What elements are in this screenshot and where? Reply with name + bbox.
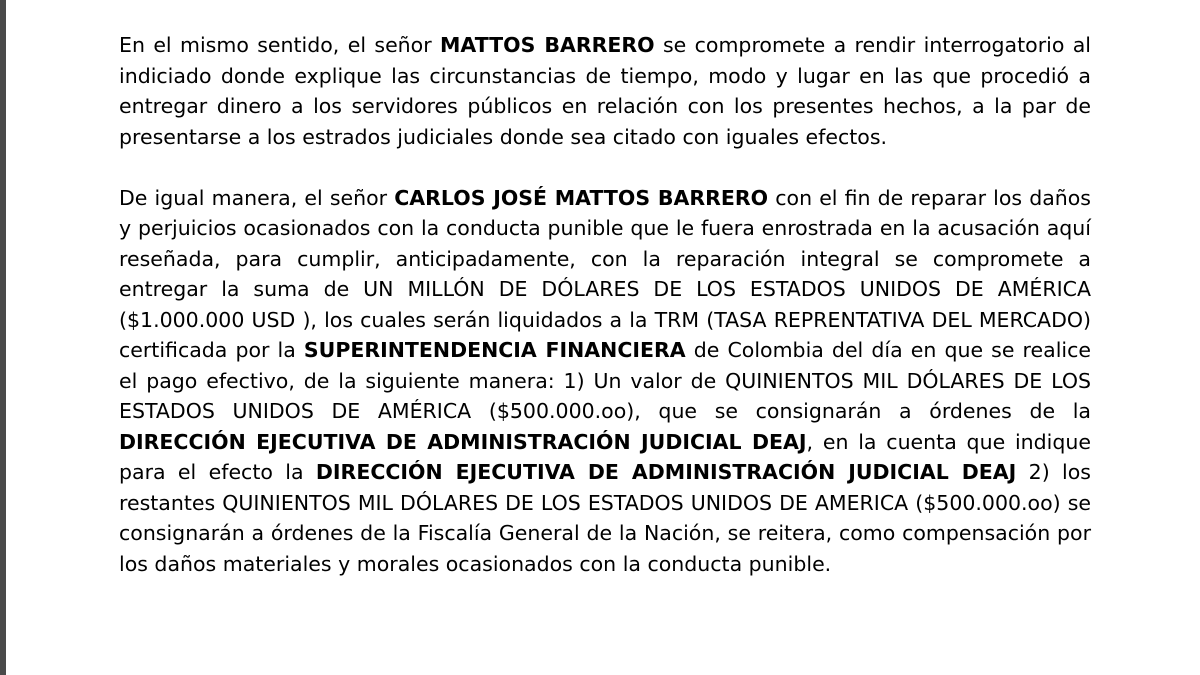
paragraph-commitment-interrogation	[119, 30, 1091, 152]
paragraph-text: se compromete a rendir interrogatorio al indiciado donde explique las circunstancias de tiempo, modo y lugar en las que procedió a entregar dinero a los servidores públicos en relación con los presentes hechos, a la par de presentarse a los estrados judiciales donde sea citado con iguales efectos.	[119, 33, 1091, 149]
bold-institution: SUPERINTENDENCIA FINANCIERA	[303, 338, 686, 362]
document-body	[119, 30, 1091, 610]
window-edge	[0, 0, 6, 675]
paragraph-text: De igual manera, el señor	[119, 185, 395, 210]
bold-name: MATTOS BARRERO	[440, 33, 655, 57]
paragraph-text: , en la cuenta que indique para el efecto la	[119, 429, 1091, 484]
paragraph-text: de Colombia del día en que se realice el pago efectivo, de la siguiente manera: 1) Un valor de QUINIENTOS MIL DÓLARES DE LOS ESTADOS UNIDOS DE AMÉRICA ($500.000.oo), que se consignarán a órdenes de la	[119, 338, 1091, 423]
paragraph-text: con el fin de reparar los daños y perjuicios ocasionados con la conducta punible que le fuera enrostrada en la acusación aquí reseñada, para cumplir, anticipadamente, con la reparación integral se compromete a entregar la suma de UN MILLÓN DE DÓLARES DE LOS ESTADOS UNIDOS DE AMÉRICA ($1.000.000 USD ), los cuales serán liquidados a la TRM (TASA REPRENTATIVA DEL MERCADO) certificada por la	[119, 185, 1091, 362]
paragraph-text: En el mismo sentido, el señor	[119, 33, 441, 57]
paragraph-reparation	[119, 183, 1091, 580]
paragraph-text: 2) los restantes QUINIENTOS MIL DÓLARES DE LOS ESTADOS UNIDOS DE AMERICA ($500.000.oo) se consignarán a órdenes de la Fiscalía General de la Nación, se reitera, como compensación por los daños materiales y morales ocasionados con la conducta punible.	[119, 460, 1091, 576]
bold-institution: DIRECCIÓN EJECUTIVA DE ADMINISTRACIÓN JUDICIAL DEAJ	[315, 460, 1017, 484]
bold-full-name: CARLOS JOSÉ MATTOS BARRERO	[394, 185, 769, 210]
bold-institution: DIRECCIÓN EJECUTIVA DE ADMINISTRACIÓN JUDICIAL DEAJ	[119, 429, 807, 454]
